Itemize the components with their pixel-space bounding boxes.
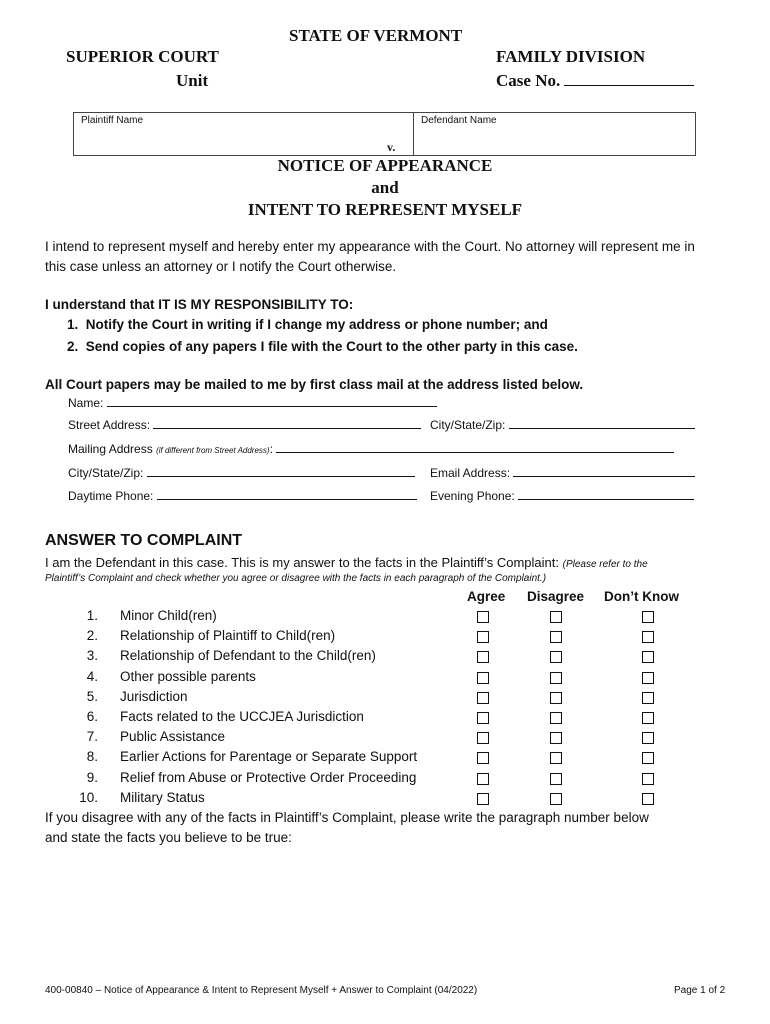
name-line[interactable] xyxy=(107,406,437,407)
agree-checkbox[interactable] xyxy=(477,712,489,724)
paragraph-label: Military Status xyxy=(120,790,205,805)
case-number-field[interactable] xyxy=(496,71,694,91)
agree-checkbox[interactable] xyxy=(477,692,489,704)
notice-title: NOTICE OF APPEARANCE xyxy=(277,156,493,175)
paragraph-label: Public Assistance xyxy=(120,729,226,744)
agree-checkbox[interactable] xyxy=(477,611,489,623)
dont-know-checkbox[interactable] xyxy=(642,712,654,724)
city-state-zip-label: City/State/Zip: xyxy=(430,418,506,432)
dont-know-checkbox[interactable] xyxy=(642,651,654,663)
agree-checkbox[interactable] xyxy=(477,752,489,764)
disagree-checkbox[interactable] xyxy=(550,793,562,805)
paragraph-label: Relationship of Plaintiff to Child(ren) xyxy=(120,628,336,643)
item-text: Notify the Court in writing if I change my address or phone number; and xyxy=(85,317,548,332)
dont-know-checkbox[interactable] xyxy=(642,672,654,684)
disagree-checkbox[interactable] xyxy=(550,631,562,643)
disagree-checkbox[interactable] xyxy=(550,732,562,744)
state-title: STATE OF VERMONT xyxy=(289,26,463,45)
disagree-checkbox[interactable] xyxy=(550,672,562,684)
disagree-checkbox[interactable] xyxy=(550,651,562,663)
responsibility-item xyxy=(67,317,548,332)
dont-know-checkbox[interactable] xyxy=(642,631,654,643)
paragraph-label: Earlier Actions for Parentage or Separate Support xyxy=(120,749,418,764)
paragraph-label: Minor Child(ren) xyxy=(120,608,217,623)
disagree-checkbox[interactable] xyxy=(550,692,562,704)
daytime-phone-field[interactable] xyxy=(68,489,417,503)
intro-line-1: I intend to represent myself and hereby enter my appearance with the Court. No attorney will represent me in xyxy=(45,239,695,254)
agree-checkbox[interactable] xyxy=(477,773,489,785)
intent-title: INTENT TO REPRESENT MYSELF xyxy=(247,200,523,219)
versus-label: v. xyxy=(387,140,396,154)
col-disagree: Disagree xyxy=(527,589,585,604)
daytime-phone-label: Daytime Phone: xyxy=(68,489,154,503)
agree-checkbox[interactable] xyxy=(477,732,489,744)
answer-intro-text: I am the Defendant in this case. This is my answer to the facts in the Plaintiff’s Complaint: xyxy=(45,555,563,570)
col-dont-know: Don’t Know xyxy=(604,589,679,604)
dont-know-checkbox[interactable] xyxy=(642,692,654,704)
responsibility-item xyxy=(67,339,578,354)
title-and: and xyxy=(371,178,399,197)
disagree-checkbox[interactable] xyxy=(550,611,562,623)
case-number-label: Case No. xyxy=(496,71,561,90)
paragraph-number: 5. xyxy=(86,689,98,704)
disagree-checkbox[interactable] xyxy=(550,752,562,764)
paragraph-label: Other possible parents xyxy=(120,669,256,684)
unit-label: Unit xyxy=(176,71,209,90)
item-number: 1. xyxy=(67,317,79,332)
item-text: Send copies of any papers I file with the Court to the other party in this case. xyxy=(85,339,578,354)
paragraph-label: Jurisdiction xyxy=(120,689,188,704)
evening-phone-label: Evening Phone: xyxy=(430,489,515,503)
city-state-zip-2-label: City/State/Zip: xyxy=(68,466,144,480)
email-address-line[interactable] xyxy=(513,476,695,477)
agree-checkbox[interactable] xyxy=(477,631,489,643)
answer-intro-note-2: Plaintiff’s Complaint and check whether you agree or disagree with the facts in each paragraph of the Complaint.) xyxy=(45,573,547,584)
court-name: SUPERIOR COURT xyxy=(66,47,219,66)
paragraph-number: 1. xyxy=(86,608,98,623)
agree-checkbox[interactable] xyxy=(477,672,489,684)
intro-line-2: this case unless an attorney or I notify the Court otherwise. xyxy=(45,259,397,274)
city-state-zip-line[interactable] xyxy=(509,428,695,429)
city-state-zip-field[interactable] xyxy=(430,418,695,432)
agree-checkbox[interactable] xyxy=(477,651,489,663)
disagree-instructions-2: and state the facts you believe to be true: xyxy=(45,830,292,845)
answer-intro-note: (Please refer to the xyxy=(562,559,648,570)
street-address-field[interactable] xyxy=(68,418,421,432)
city-state-zip-2-field[interactable] xyxy=(68,466,415,480)
dont-know-checkbox[interactable] xyxy=(642,611,654,623)
paragraph-number: 4. xyxy=(86,669,98,684)
paragraph-label: Relationship of Defendant to the Child(ren) xyxy=(120,648,376,663)
item-number: 2. xyxy=(67,339,79,354)
responsibility-heading: I understand that IT IS MY RESPONSIBILITY TO: xyxy=(45,297,354,312)
defendant-name-box[interactable] xyxy=(413,112,696,156)
paragraph-number: 10. xyxy=(79,790,98,805)
col-agree: Agree xyxy=(467,589,506,604)
paragraph-number: 2. xyxy=(86,628,98,643)
street-address-label: Street Address: xyxy=(68,418,151,432)
dont-know-checkbox[interactable] xyxy=(642,793,654,805)
paragraph-number: 6. xyxy=(86,709,98,724)
page-number: Page 1 of 2 xyxy=(674,985,726,996)
mailing-heading: All Court papers may be mailed to me by first class mail at the address listed below. xyxy=(45,377,584,392)
dont-know-checkbox[interactable] xyxy=(642,732,654,744)
evening-phone-field[interactable] xyxy=(430,489,694,503)
mailing-address-field[interactable]: Mailing Address (if different from Street Address): xyxy=(68,442,674,456)
street-address-line[interactable] xyxy=(153,428,421,429)
dont-know-checkbox[interactable] xyxy=(642,773,654,785)
agree-checkbox[interactable] xyxy=(477,793,489,805)
city-state-zip-2-line[interactable] xyxy=(147,476,415,477)
division-name: FAMILY DIVISION xyxy=(496,47,646,66)
name-label: Name: xyxy=(68,396,104,410)
paragraph-number: 8. xyxy=(86,749,98,764)
answer-heading: ANSWER TO COMPLAINT xyxy=(45,532,243,549)
email-address-label: Email Address: xyxy=(430,466,511,480)
disagree-instructions-1: If you disagree with any of the facts in Plaintiff’s Complaint, please write the paragraph number below xyxy=(45,810,649,825)
name-field[interactable] xyxy=(68,396,437,410)
answer-intro xyxy=(45,555,648,570)
case-number-line[interactable] xyxy=(564,85,694,86)
paragraph-number: 3. xyxy=(86,648,98,663)
mailing-address-note: (if different from Street Address) xyxy=(156,446,270,455)
paragraph-label: Relief from Abuse or Protective Order Proceeding xyxy=(120,770,417,785)
email-address-field[interactable] xyxy=(430,466,695,480)
dont-know-checkbox[interactable] xyxy=(642,752,654,764)
paragraph-label: Facts related to the UCCJEA Jurisdiction xyxy=(120,709,364,724)
disagree-checkbox[interactable] xyxy=(550,773,562,785)
paragraph-number: 7. xyxy=(86,729,98,744)
disagree-checkbox[interactable] xyxy=(550,712,562,724)
paragraph-number: 9. xyxy=(86,770,98,785)
defendant-name-label: Defendant Name xyxy=(421,115,497,126)
evening-phone-line[interactable] xyxy=(518,499,694,500)
daytime-phone-line[interactable] xyxy=(157,499,417,500)
plaintiff-name-label: Plaintiff Name xyxy=(81,115,144,126)
plaintiff-name-box[interactable] xyxy=(73,112,414,156)
mailing-address-line[interactable] xyxy=(276,452,674,453)
form-id: 400-00840 – Notice of Appearance & Intent to Represent Myself + Answer to Complaint (04/2022) xyxy=(45,985,478,996)
mailing-address-label: Mailing Address xyxy=(68,442,153,456)
